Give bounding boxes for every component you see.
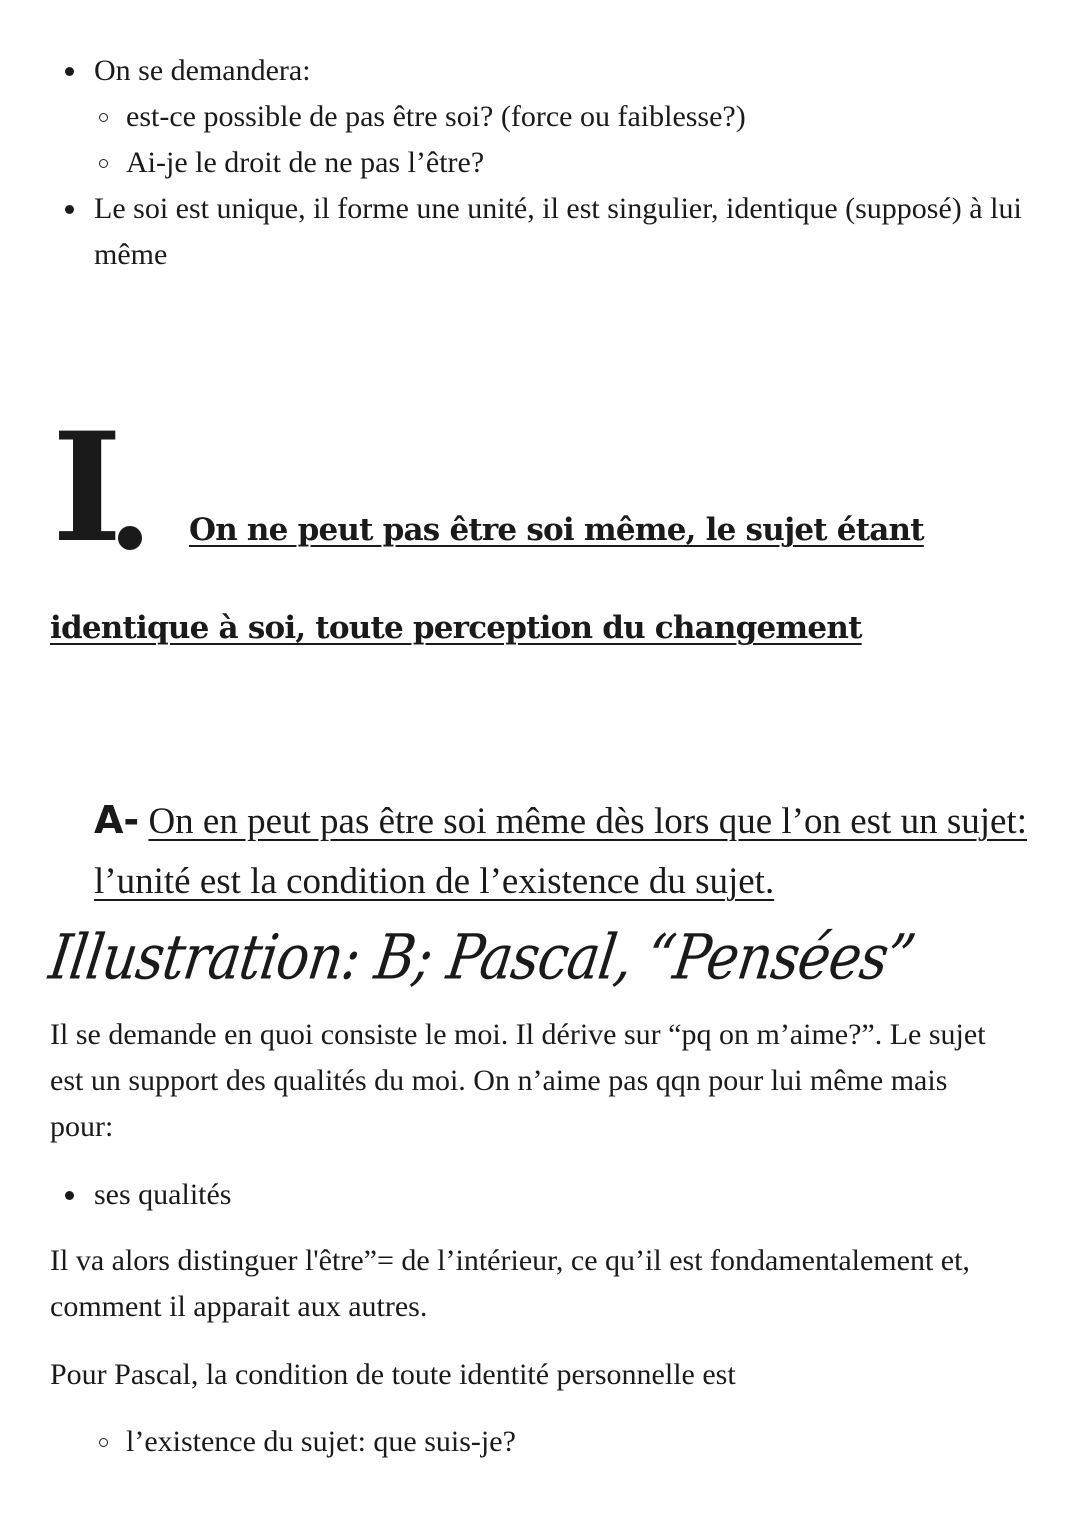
bullet-circle-icon	[99, 159, 108, 168]
paragraph-3: Pour Pascal, la condition de toute identité personnelle est	[50, 1358, 736, 1391]
list-item	[50, 1172, 1030, 1218]
paragraph-1: Il se demande en quoi consiste le moi. Il dérive sur “pq on m’aime?”. Le sujet est un support des qualités du moi. On n’aime pas qqn pour lui même mais pour:	[50, 1018, 986, 1143]
section-title-line2: identique à soi, toute perception du changement	[50, 610, 862, 646]
bullet-circle-icon	[99, 1438, 108, 1447]
identity-sublist	[94, 1419, 1074, 1465]
list-item	[50, 48, 1030, 186]
illustration-caption	[44, 908, 919, 1008]
sub-list-item-text: Ai-je le droit de ne pas l’être?	[126, 146, 485, 179]
sub-list-item-text: l’existence du sujet: que suis-je?	[126, 1425, 516, 1458]
qualities-list	[50, 1172, 1030, 1218]
bullet-disc-icon	[65, 67, 74, 76]
paragraph-2: Il va alors distinguer l'être”= de l’intérieur, ce qu’il est fondamentalement et, comment il apparait aux autres.	[50, 1244, 970, 1323]
sub-list-item	[94, 94, 1030, 140]
bullet-disc-icon	[65, 1191, 74, 1200]
bullet-disc-icon	[65, 205, 74, 214]
sub-list-item	[94, 1419, 1074, 1465]
subsection-text: On en peut pas être soi même dès lors que l’on est un sujet: l’unité est la condition de l’existence du sujet.	[94, 801, 1027, 902]
list-item-text: Le soi est unique, il forme une unité, il est singulier, identique (supposé) à lui même	[94, 192, 1022, 271]
intro-list	[50, 48, 1030, 278]
list-item-text: On se demandera:	[94, 54, 311, 87]
list-item	[50, 186, 1030, 278]
subsection-letter: A-	[94, 798, 140, 842]
subsection-heading	[94, 790, 1044, 912]
section-title-line1: On ne peut pas être soi même, le sujet étant	[189, 512, 924, 548]
section-numeral-dot	[118, 526, 142, 550]
sub-list-item	[94, 140, 1030, 186]
sub-list-item-text: est-ce possible de pas être soi? (force ou faiblesse?)	[126, 100, 746, 133]
illustration-text: Illustration: B; Pascal, “Pensées”	[44, 921, 919, 994]
section-numeral: I	[52, 400, 119, 576]
list-item-text: ses qualités	[94, 1178, 232, 1211]
sub-list	[94, 94, 1030, 186]
bullet-circle-icon	[99, 113, 108, 122]
